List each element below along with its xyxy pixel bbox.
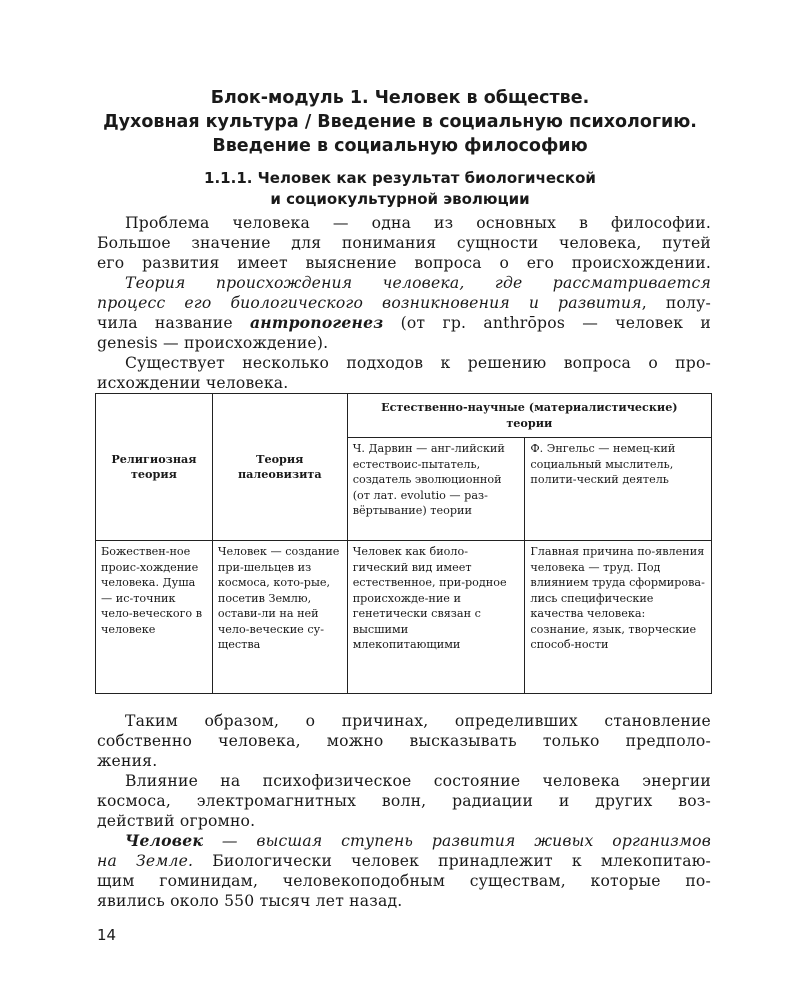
p6-line-2-rest: Биологически человек принадлежит к млекопитаю- <box>212 852 711 870</box>
paragraph-problem <box>97 213 711 273</box>
p2-line-3-start: чила название <box>97 314 233 332</box>
p3-line-2: исхождении человека. <box>97 374 289 392</box>
p2-line-2-rest: , полу- <box>641 294 711 312</box>
paragraph-anthropogenesis <box>97 273 711 353</box>
p3-line-1: Существует несколько подходов к решению вопроса о про- <box>125 354 711 372</box>
p2-line-3-rest: (от гр. anthrōpos — человек и <box>400 314 711 332</box>
p1-line-2: Большое значение для понимания сущности человека, путей <box>97 234 711 252</box>
section-heading <box>150 168 650 210</box>
p6-line-2-italic: на Земле. <box>97 852 194 870</box>
paragraph-approaches <box>97 353 711 393</box>
paragraph-conclusion <box>97 711 711 771</box>
section-line-2: и социокультурной эволюции <box>270 190 530 208</box>
p6-line-4: явились около 550 тысяч лет назад. <box>97 892 403 910</box>
p5-line-3: действий огромно. <box>97 812 256 830</box>
header-religious: Религиозная теория <box>96 394 213 541</box>
theories-table <box>95 393 712 694</box>
p2-line-2-italic: процесс его биологического возникновения и развития <box>97 294 642 312</box>
p1-line-1: Проблема человека — одна из основных в философии. <box>125 214 711 232</box>
p4-line-1: Таким образом, о причинах, определивших становление <box>125 712 711 730</box>
p4-line-3: жения. <box>97 752 158 770</box>
cell-engels: Главная причина по-явления человека — труд. Под влиянием труда сформирова-лись специфические качества человека: сознание, язык, творческие способ-ности <box>525 541 712 694</box>
term-anthropogenesis: антропогенез <box>250 313 384 332</box>
p4-line-2: собственно человека, можно высказывать только предполо- <box>97 732 711 750</box>
cell-darwin: Человек как биоло-гический вид имеет естественное, при-родное происхожде-ние и генетически связан с высшими млекопитающими <box>347 541 525 694</box>
header-paleovisit: Теория палеовизита <box>212 394 347 541</box>
p6-line-1-italic: — высшая ступень развития живых организмов <box>221 832 711 850</box>
p6-line-3: щим гоминидам, человекоподобным существам, которые по- <box>97 872 711 890</box>
p2-line-4: genesis — происхождение). <box>97 334 329 352</box>
heading-line-2: Духовная культура / Введение в социальную психологию. <box>103 112 697 132</box>
paragraph-human-definition <box>97 831 711 911</box>
heading-line-3: Введение в социальную философию <box>212 136 588 156</box>
header-engels: Ф. Энгельс — немец-кий социальный мыслитель, полити-ческий деятель <box>525 438 712 541</box>
paragraph-influence <box>97 771 711 831</box>
table-header-row <box>96 394 712 438</box>
cell-paleovisit: Человек — создание при-шельцев из космоса, кото-рые, посетив Землю, остави-ли на ней чело-веческие су-щества <box>212 541 347 694</box>
page-number: 14 <box>97 926 117 944</box>
p1-line-3: его развития имеет выяснение вопроса о его происхождении. <box>97 254 711 272</box>
p5-line-1: Влияние на психофизическое состояние человека энергии <box>125 772 711 790</box>
section-line-1: 1.1.1. Человек как результат биологической <box>204 169 596 187</box>
block-module-heading <box>90 86 710 158</box>
cell-religious: Божествен-ное проис-хождение человека. Душа — ис-точник чело-веческого в человеке <box>96 541 213 694</box>
p2-line-1: Теория происхождения человека, где рассматривается <box>125 274 711 292</box>
header-natural-science: Естественно-научные (материалистические) теории <box>347 394 711 438</box>
p5-line-2: космоса, электромагнитных волн, радиации и других воз- <box>97 792 711 810</box>
header-darwin: Ч. Дарвин — анг-лийский естествоис-пытатель, создатель эволюционной (от лат. evolutio — раз-вёртывание) теории <box>347 438 525 541</box>
heading-line-1: Блок-модуль 1. Человек в обществе. <box>210 88 590 108</box>
term-human: Человек <box>125 831 204 850</box>
table-row <box>96 541 712 694</box>
